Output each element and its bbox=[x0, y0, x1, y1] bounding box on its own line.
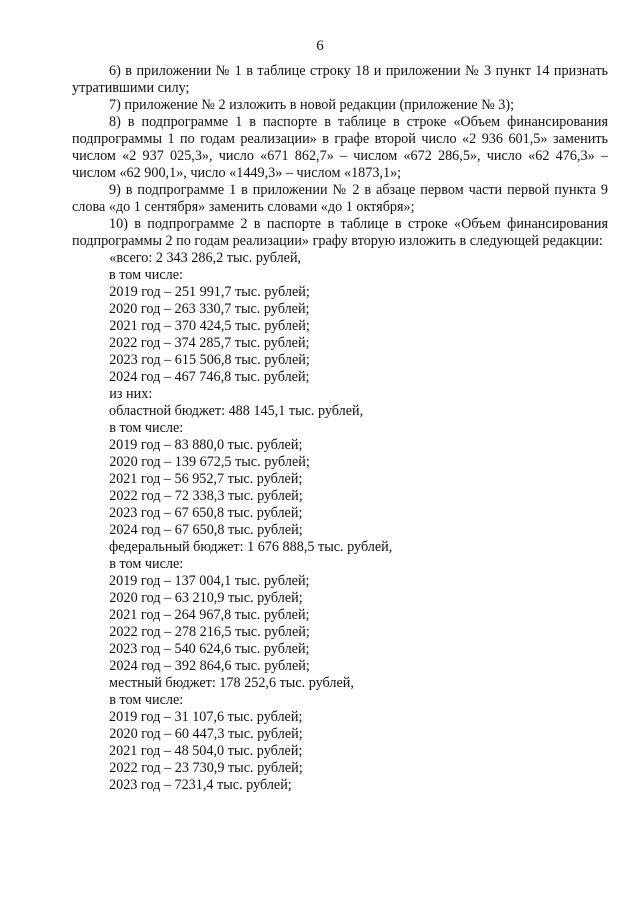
funding-line: в том числе: bbox=[109, 692, 184, 708]
paragraph-7: 7) приложение № 2 изложить в новой редакции (приложение № 3); bbox=[109, 97, 515, 113]
funding-line: 2019 год – 83 880,0 тыс. рублей; bbox=[109, 437, 303, 453]
paragraph-8: 8) в подпрограмме 1 в паспорте в таблице в строке «Объем финансирования подпрограммы 1 по годам реализации» в графе второй число «2 936 601,5» заменить числом «2 937 025,3», число «671 862,7» – числом «672 286,5», число «62 476,3» – числом «62 900,1», число «1449,3» – числом «1873,1»; bbox=[72, 114, 608, 181]
funding-line: местный бюджет: 178 252,6 тыс. рублей, bbox=[109, 675, 354, 691]
funding-line: 2024 год – 67 650,8 тыс. рублей; bbox=[109, 522, 303, 538]
paragraph-10: 10) в подпрограмме 2 в паспорте в таблице в строке «Объем финансирования подпрограммы 2 по годам реализации» графу вторую изложить в следующей редакции: bbox=[72, 216, 608, 249]
funding-line: в том числе: bbox=[109, 267, 183, 283]
funding-line: 2022 год – 72 338,3 тыс. рублей; bbox=[109, 488, 303, 504]
paragraph-6: 6) в приложении № 1 в таблице строку 18 и приложении № 3 пункт 14 признать утратившими силу; bbox=[72, 63, 608, 96]
funding-line: 2021 год – 370 424,5 тыс. рублей; bbox=[109, 318, 310, 334]
funding-line: 2020 год – 263 330,7 тыс. рублей; bbox=[109, 301, 310, 317]
funding-line: в том числе: bbox=[109, 556, 184, 572]
funding-line: федеральный бюджет: 1 676 888,5 тыс. рублей, bbox=[109, 539, 393, 555]
funding-line: «всего: 2 343 286,2 тыс. рублей, bbox=[109, 250, 302, 266]
funding-line: в том числе: bbox=[109, 420, 184, 436]
funding-line: 2019 год – 251 991,7 тыс. рублей; bbox=[109, 284, 310, 300]
funding-line: областной бюджет: 488 145,1 тыс. рублей, bbox=[109, 403, 364, 419]
funding-line: 2020 год – 60 447,3 тыс. рублей; bbox=[109, 726, 303, 742]
funding-line: 2023 год – 540 624,6 тыс. рублей; bbox=[109, 641, 310, 657]
funding-line: 2022 год – 23 730,9 тыс. рублей; bbox=[109, 760, 303, 776]
paragraph-9: 9) в подпрограмме 1 в приложении № 2 в абзаце первом части первой пункта 9 слова «до 1 сентября» заменить словами «до 1 октября»; bbox=[72, 182, 608, 215]
funding-line: 2020 год – 139 672,5 тыс. рублей; bbox=[109, 454, 310, 470]
funding-line: 2021 год – 264 967,8 тыс. рублей; bbox=[109, 607, 310, 623]
funding-line: 2022 год – 374 285,7 тыс. рублей; bbox=[109, 335, 310, 351]
funding-line: 2023 год – 615 506,8 тыс. рублей; bbox=[109, 352, 310, 368]
funding-line: 2024 год – 392 864,6 тыс. рублей; bbox=[109, 658, 310, 674]
funding-line: 2021 год – 56 952,7 тыс. рублей; bbox=[109, 471, 303, 487]
document-body bbox=[72, 63, 608, 794]
funding-line: 2020 год – 63 210,9 тыс. рублей; bbox=[109, 590, 303, 606]
funding-line: 2023 год – 67 650,8 тыс. рублей; bbox=[109, 505, 303, 521]
funding-line: из них: bbox=[109, 386, 153, 402]
funding-line: 2024 год – 467 746,8 тыс. рублей; bbox=[109, 369, 310, 385]
page-number: 6 bbox=[316, 38, 324, 54]
funding-line: 2019 год – 31 107,6 тыс. рублей; bbox=[109, 709, 303, 725]
funding-line: 2023 год – 7231,4 тыс. рублей; bbox=[109, 777, 292, 793]
funding-line: 2021 год – 48 504,0 тыс. рублей; bbox=[109, 743, 303, 759]
funding-line: 2019 год – 137 004,1 тыс. рублей; bbox=[109, 573, 310, 589]
funding-list bbox=[72, 250, 608, 794]
funding-line: 2022 год – 278 216,5 тыс. рублей; bbox=[109, 624, 310, 640]
